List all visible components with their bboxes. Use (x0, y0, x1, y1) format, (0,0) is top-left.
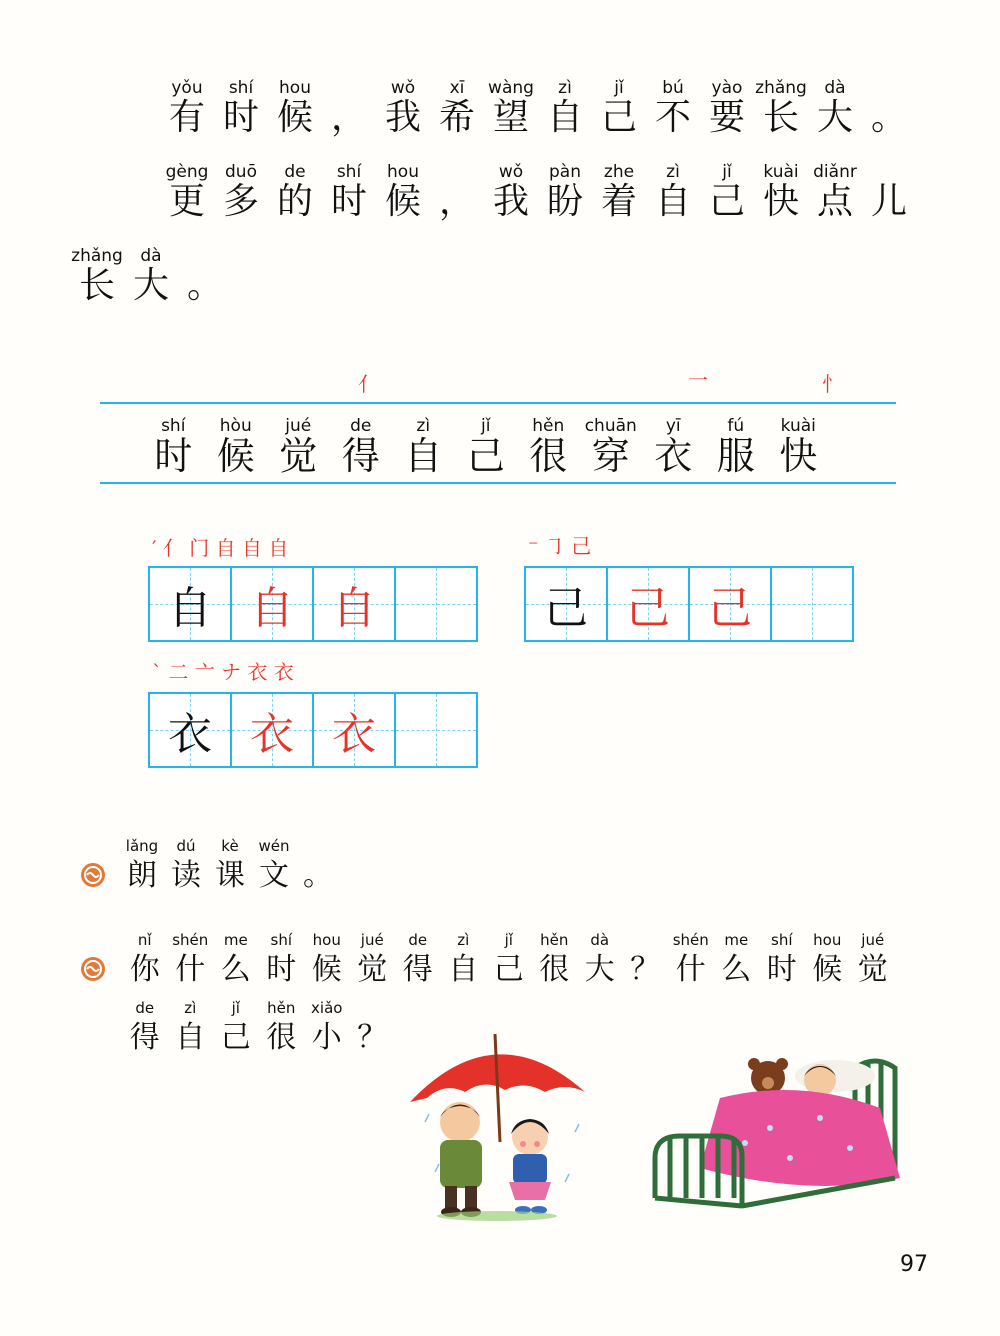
pinyin: de (408, 931, 428, 949)
exercise1-char (208, 836, 252, 896)
new-chars-top-line (100, 402, 896, 404)
hanzi: 儿 (870, 181, 907, 222)
exercise2-line1-char (350, 930, 396, 990)
exercise2-line1-char (714, 930, 760, 990)
hanzi: 衣 (654, 434, 693, 478)
exercise2-line2-char (213, 998, 259, 1058)
passage-line1-char (214, 78, 268, 138)
passage-line2-char (430, 162, 484, 222)
exercise2-line1-char (759, 930, 805, 990)
empty-practice-cell[interactable] (396, 568, 476, 640)
pinyin: jué (861, 931, 885, 949)
pinyin: hěn (540, 931, 569, 949)
passage-line2-char (322, 162, 376, 222)
pinyin: dú (176, 837, 196, 855)
hanzi: 己 (466, 434, 505, 478)
model-char-cell: 自 (150, 568, 232, 640)
pinyin: me (724, 931, 749, 949)
model-char-cell: 衣 (150, 694, 232, 766)
hanzi: 己 (220, 1020, 251, 1055)
pinyin (202, 246, 207, 266)
hanzi: 。 (303, 858, 333, 893)
hanzi: 时 (154, 434, 193, 478)
exercise2-line1-char (623, 930, 669, 990)
exercise1-char (164, 836, 208, 896)
hanzi: 点 (816, 181, 853, 222)
hanzi: 多 (222, 181, 259, 222)
new-char-char (705, 416, 768, 476)
hanzi: 时 (330, 181, 367, 222)
new-char-char (517, 416, 580, 476)
exercise2-line1-char (668, 930, 714, 990)
pinyin: yào (711, 78, 743, 98)
empty-practice-cell[interactable] (772, 568, 852, 640)
pinyin: duō (225, 162, 257, 182)
pinyin: de (350, 416, 372, 436)
trace-char-cell: 衣 (232, 694, 314, 766)
passage-line2-char (862, 162, 916, 222)
pinyin: zì (666, 162, 680, 182)
pinyin (454, 162, 459, 182)
new-char-char (330, 416, 393, 476)
pinyin: zì (457, 931, 470, 949)
passage-line1-char (484, 78, 538, 138)
exercise1-char (252, 836, 296, 896)
passage-line3-char (124, 246, 178, 306)
new-char-char (205, 416, 268, 476)
pinyin: kuài (763, 162, 799, 182)
passage-line2-char (376, 162, 430, 222)
hanzi: 自 (654, 181, 691, 222)
hanzi: 时 (766, 952, 797, 987)
hanzi: 己 (600, 97, 637, 138)
trace-char-cell: 自 (232, 568, 314, 640)
pinyin: chuān (584, 416, 637, 436)
pinyin: zhe (603, 162, 635, 182)
hanzi: 候 (812, 952, 843, 987)
hanzi: 着 (600, 181, 637, 222)
exercise2-line1-char (304, 930, 350, 990)
exercise2-line1-char (259, 930, 305, 990)
radical-yi: 一 (688, 368, 708, 392)
exercise2-line1-char (395, 930, 441, 990)
exercise2-line2-char (168, 998, 214, 1058)
hanzi: 很 (529, 434, 568, 478)
passage-line2-char (484, 162, 538, 222)
hanzi: 什 (675, 952, 706, 987)
hanzi: 你 (129, 952, 160, 987)
stroke-order-ji: ⁻ ㇆ 己 (528, 534, 592, 558)
hanzi: 么 (220, 952, 251, 987)
hanzi: 么 (721, 952, 752, 987)
hanzi: 时 (266, 952, 297, 987)
hanzi: ， (438, 181, 475, 222)
pinyin: nǐ (137, 931, 152, 949)
hanzi: 穿 (591, 434, 630, 478)
exercise-bullet-icon (80, 956, 106, 982)
exercise-bullet-icon (80, 862, 106, 888)
passage-line2-char (214, 162, 268, 222)
hanzi: 什 (175, 952, 206, 987)
pinyin: wǒ (498, 162, 524, 182)
writing-grid-zi (148, 566, 478, 642)
pinyin: wén (258, 837, 290, 855)
pinyin: yī (665, 416, 681, 436)
hanzi: 要 (708, 97, 745, 138)
pinyin: diǎnr (813, 162, 857, 182)
hanzi: 很 (539, 952, 570, 987)
hanzi: 的 (276, 181, 313, 222)
pinyin: shí (161, 416, 186, 436)
pinyin (643, 930, 648, 950)
hanzi: 快 (779, 434, 818, 478)
passage-line1-char (754, 78, 808, 138)
pinyin: xiǎo (311, 999, 343, 1017)
new-char-char (267, 416, 330, 476)
hanzi: 己 (493, 952, 524, 987)
pinyin: zhǎng (71, 246, 123, 266)
passage-line1-char (862, 78, 916, 138)
pinyin: hou (312, 931, 341, 949)
pinyin: shén (672, 931, 709, 949)
pinyin: fú (727, 416, 745, 436)
passage-line1-char (592, 78, 646, 138)
pinyin: dà (140, 246, 162, 266)
passage-line2-char (268, 162, 322, 222)
new-char-char (580, 416, 643, 476)
hanzi: 时 (222, 97, 259, 138)
trace-char-cell: 己 (690, 568, 772, 640)
radical-ren: 亻 (358, 372, 378, 396)
hanzi: 希 (438, 97, 475, 138)
hanzi: 候 (276, 97, 313, 138)
pinyin: dà (824, 78, 846, 98)
pinyin: wàng (488, 78, 534, 98)
hanzi: 我 (384, 97, 421, 138)
trace-char-cell: 衣 (314, 694, 396, 766)
hanzi: 自 (546, 97, 583, 138)
pinyin: shí (771, 931, 793, 949)
passage-line1-char (430, 78, 484, 138)
hanzi: 盼 (546, 181, 583, 222)
pinyin: zhǎng (755, 78, 807, 98)
passage-line1-char (268, 78, 322, 138)
pinyin: hou (387, 162, 419, 182)
trace-char-cell: 己 (608, 568, 690, 640)
new-char-char (455, 416, 518, 476)
hanzi: 自 (175, 1020, 206, 1055)
pinyin: jué (360, 931, 384, 949)
passage-line1-char (322, 78, 376, 138)
pinyin (886, 162, 891, 182)
hanzi: 有 (168, 97, 205, 138)
pinyin: kè (221, 837, 239, 855)
exercise2-line1-char (577, 930, 623, 990)
exercise1-char (120, 836, 164, 896)
page-number: 97 (900, 1252, 928, 1277)
exercise2-line1-char (805, 930, 851, 990)
stroke-order-yi: ` 二 亠 ナ 衣 衣 (152, 660, 294, 684)
passage-line1-char (700, 78, 754, 138)
pinyin (316, 836, 321, 856)
passage-line3-char (70, 246, 124, 306)
hanzi: 得 (402, 952, 433, 987)
hanzi: ？ (630, 952, 661, 987)
exercise2-line2-char (259, 998, 305, 1058)
pinyin: hòu (219, 416, 252, 436)
pinyin: hou (279, 78, 311, 98)
passage-line3-char (178, 246, 232, 306)
passage-line2-char (808, 162, 862, 222)
hanzi: 大 (584, 952, 615, 987)
pinyin: zì (184, 999, 197, 1017)
pinyin: pàn (549, 162, 581, 182)
hanzi: 小 (311, 1020, 342, 1055)
hanzi: 得 (341, 434, 380, 478)
exercise2-line2-char (350, 998, 396, 1058)
hanzi: 课 (215, 858, 245, 893)
passage-line2-char (700, 162, 754, 222)
exercise2-line1-char (122, 930, 168, 990)
passage-line1-char (538, 78, 592, 138)
passage-line2-char (160, 162, 214, 222)
writing-grid-ji (524, 566, 854, 642)
exercise2-line2-char (304, 998, 350, 1058)
pinyin: gèng (165, 162, 209, 182)
pinyin: de (284, 162, 306, 182)
pinyin: de (135, 999, 155, 1017)
pinyin: lǎng (125, 837, 159, 855)
hanzi: 得 (129, 1020, 160, 1055)
exercise2-line1-char (850, 930, 896, 990)
hanzi: 长 (78, 265, 115, 306)
passage-line1-char (376, 78, 430, 138)
hanzi: 长 (762, 97, 799, 138)
pinyin (346, 78, 351, 98)
hanzi: 觉 (857, 952, 888, 987)
pinyin (370, 998, 375, 1018)
hanzi: 服 (716, 434, 755, 478)
pinyin: hěn (267, 999, 296, 1017)
new-char-char (642, 416, 705, 476)
hanzi: 候 (311, 952, 342, 987)
pinyin: zì (416, 416, 431, 436)
new-char-char (142, 416, 205, 476)
hanzi: 候 (384, 181, 421, 222)
passage-line1-char (808, 78, 862, 138)
passage-line1-char (160, 78, 214, 138)
hanzi: 快 (762, 181, 799, 222)
radical-xin: 忄 (822, 372, 842, 396)
hanzi: 候 (216, 434, 255, 478)
new-chars-bottom-line (100, 482, 896, 484)
hanzi: 读 (171, 858, 201, 893)
pinyin: shí (228, 78, 254, 98)
hanzi: 自 (404, 434, 443, 478)
pinyin: wǒ (390, 78, 416, 98)
pinyin: me (223, 931, 248, 949)
hanzi: 觉 (357, 952, 388, 987)
bed-boy-bear-illustration (650, 1048, 910, 1218)
pinyin: hěn (532, 416, 565, 436)
pinyin: shén (172, 931, 209, 949)
passage-line1-char (646, 78, 700, 138)
hanzi: 望 (492, 97, 529, 138)
passage-line2-char (646, 162, 700, 222)
pinyin: jǐ (504, 931, 513, 949)
pinyin: kuài (780, 416, 816, 436)
hanzi: 大 (132, 265, 169, 306)
exercise2-line2-char (122, 998, 168, 1058)
exercise2-line1-char (168, 930, 214, 990)
pinyin: jǐ (231, 999, 240, 1017)
exercise2-line1-char (532, 930, 578, 990)
passage-line2-char (592, 162, 646, 222)
empty-practice-cell[interactable] (396, 694, 476, 766)
new-char-char (767, 416, 830, 476)
pinyin: jǐ (614, 78, 624, 98)
passage-line2-char (538, 162, 592, 222)
pinyin: zì (558, 78, 572, 98)
hanzi: 朗 (127, 858, 157, 893)
hanzi: 己 (708, 181, 745, 222)
hanzi: 。 (870, 97, 907, 138)
hanzi: 文 (259, 858, 289, 893)
exercise2-line1-char (213, 930, 259, 990)
umbrella-children-illustration (405, 1022, 590, 1222)
hanzi: ， (330, 97, 367, 138)
hanzi: 觉 (279, 434, 318, 478)
pinyin: shí (270, 931, 292, 949)
pinyin: hou (813, 931, 842, 949)
hanzi: 更 (168, 181, 205, 222)
pinyin: bú (662, 78, 684, 98)
model-char-cell: 己 (526, 568, 608, 640)
exercise1-char (296, 836, 340, 896)
pinyin: dà (590, 931, 610, 949)
pinyin: yǒu (171, 78, 203, 98)
exercise2-line1-char (486, 930, 532, 990)
pinyin: jǐ (481, 416, 491, 436)
hanzi: 不 (654, 97, 691, 138)
writing-grid-yi (148, 692, 478, 768)
pinyin: jué (285, 416, 312, 436)
hanzi: 自 (448, 952, 479, 987)
passage-line2-char (754, 162, 808, 222)
new-char-char (392, 416, 455, 476)
exercise2-line1-char (441, 930, 487, 990)
stroke-order-zi: ′ 亻 门 自 自 自 (152, 536, 289, 560)
pinyin (886, 78, 891, 98)
pinyin: jǐ (722, 162, 732, 182)
trace-char-cell: 自 (314, 568, 396, 640)
pinyin: xī (449, 78, 465, 98)
hanzi: ？ (357, 1020, 388, 1055)
hanzi: 。 (186, 265, 223, 306)
hanzi: 大 (816, 97, 853, 138)
hanzi: 很 (266, 1020, 297, 1055)
hanzi: 我 (492, 181, 529, 222)
pinyin: shí (336, 162, 362, 182)
